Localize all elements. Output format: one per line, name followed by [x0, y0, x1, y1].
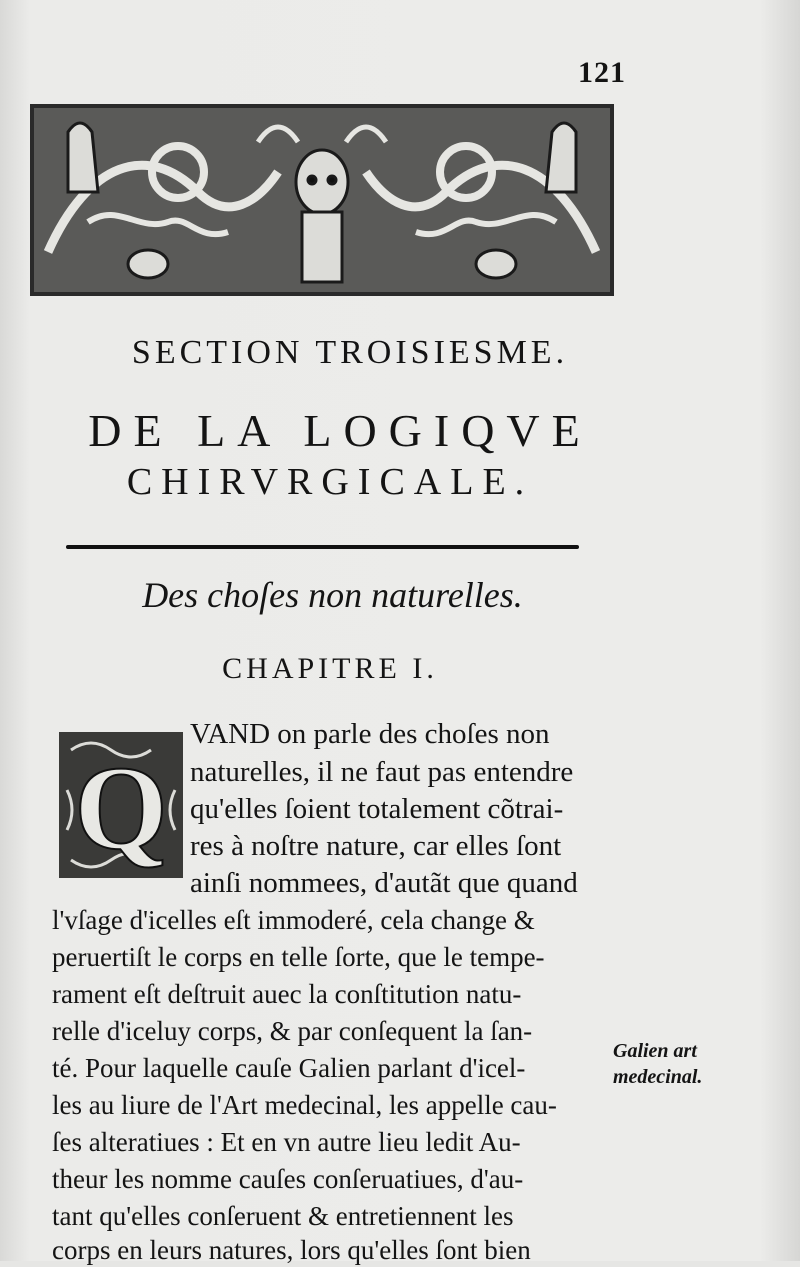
body-line: té. Pour laquelle cauſe Galien parlant d'icel- — [52, 1053, 526, 1083]
body-line: ainſi nommees, d'autãt que quand — [190, 867, 578, 899]
page-number: 121 — [578, 56, 626, 89]
body-line: corps en leurs natures, lors qu'elles ſont bien — [52, 1235, 531, 1265]
body-line: peruertiſt le corps en telle ſorte, que le tempe- — [52, 942, 545, 972]
subject-heading: Des choſes non naturelles. — [142, 575, 523, 615]
body-line: theur les nomme cauſes conſeruatiues, d'au- — [52, 1164, 524, 1194]
body-line: qu'elles ſoient totalement cõtrai- — [190, 793, 564, 825]
body-line: les au liure de l'Art medecinal, les appelle cau- — [52, 1090, 557, 1120]
book-title-line1: DE LA LOGIQVE — [88, 405, 592, 456]
decorated-initial-q — [57, 730, 185, 880]
body-line: res à noſtre nature, car elles ſont — [190, 830, 562, 862]
horizontal-rule — [66, 545, 579, 549]
body-line: l'vſage d'icelles eſt immoderé, cela change & — [52, 905, 535, 935]
body-line: VAND on parle des choſes non — [190, 718, 550, 750]
margin-note-line2: medecinal. — [613, 1066, 703, 1088]
section-title: SECTION TROISIESME. — [131, 334, 569, 371]
body-line: relle d'iceluy corps, & par conſequent la ſan- — [52, 1016, 533, 1046]
body-line: naturelles, il ne faut pas entendre — [190, 756, 574, 788]
body-line: ſes alteratiues : Et en vn autre lieu ledit Au- — [52, 1127, 521, 1157]
body-line: rament eſt deſtruit auec la conſtitution natu- — [52, 979, 522, 1009]
margin-note-line1: Galien art — [613, 1040, 697, 1062]
book-title-line2: CHIRVRGICALE. — [126, 461, 534, 503]
woodcut-header-ornament — [28, 102, 616, 298]
body-line: tant qu'elles conſeruent & entretiennent les — [52, 1201, 514, 1231]
chapter-heading: CHAPITRE I. — [222, 652, 438, 685]
svg-text:Q: Q — [74, 741, 168, 874]
